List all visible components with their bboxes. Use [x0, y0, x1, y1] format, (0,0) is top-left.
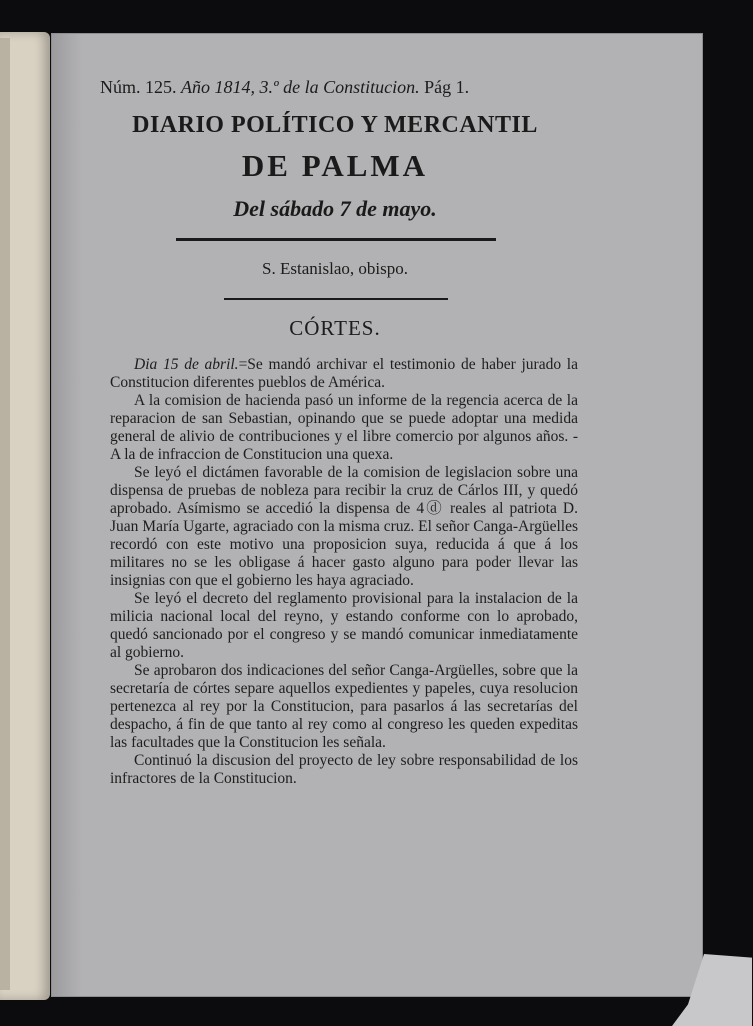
- article-paragraph: [110, 356, 578, 392]
- paragraph-text: Se leyó el dictámen favorable de la comision de legislacion sobre una dispensa de pruebas de nobleza para recibir la cruz de Cárlos III, y quedó aprobado. Asímismo se accedió la dispensa de 4ⓓ reales al patriota D. Juan María Ugarte, agraciado con la misma cruz. El señor Canga-Argüelles recordó con este motivo una proposicion suya, reducida á que á los militares no se les obligase á hacer gasto alguno para poder llevar las insignias con que el gobierno les haya agraciado.: [110, 464, 578, 589]
- masthead-title-line1: DIARIO POLÍTICO Y MERCANTIL: [132, 112, 538, 138]
- paragraph-lead: Dia 15 de abril.: [134, 356, 239, 373]
- paragraph-text: A la comision de hacienda pasó un informe de la regencia acerca de la reparacion de san Sebastian, opinando que se puede adoptar una medida general de alivio de contribuciones y el libre comercio por algunos años. - A la de infraccion de Constitucion una quexa.: [110, 392, 578, 463]
- paragraph-text: Continuó la discusion del proyecto de ley sobre responsabilidad de los infractores de la Constitucion.: [110, 752, 578, 787]
- article-body: [110, 356, 578, 788]
- issue-year: Año 1814, 3.º: [181, 77, 279, 97]
- issue-page: Pág 1.: [424, 77, 470, 97]
- issue-date: Del sábado 7 de mayo.: [233, 196, 437, 221]
- issue-number: Núm. 125.: [100, 77, 177, 97]
- left-page-strip: [0, 38, 10, 990]
- article-paragraph: [110, 590, 578, 662]
- paragraph-text: Se aprobaron dos indicaciones del señor Canga-Argüelles, sobre que la secretaría de córtes separe aquellos expedientes y papeles, cuya resolucion pertenezca al rey por la Constitucion, para pasarlos á las secretarías del despacho, á fin de que tanto al rey como al congreso les queden expeditas las facultades que la Constitucion les señala.: [110, 662, 578, 751]
- article-paragraph: [110, 662, 578, 752]
- saint-rule: [224, 298, 448, 300]
- torn-corner: [672, 954, 752, 1026]
- article-paragraph: [110, 392, 578, 464]
- paragraph-text: =Se mandó archivar el testimonio de haber jurado la Constitucion diferentes pueblos de América.: [110, 356, 578, 391]
- issue-header: [100, 77, 560, 98]
- page-gutter-shadow: [52, 34, 82, 996]
- saint-of-the-day: S. Estanislao, obispo.: [262, 259, 408, 278]
- masthead-title-line2: DE PALMA: [241, 148, 429, 183]
- section-title: CÓRTES.: [289, 316, 381, 340]
- article-paragraph: [110, 752, 578, 788]
- masthead-rule: [176, 238, 496, 241]
- issue-constitution: de la Constitucion.: [283, 77, 420, 97]
- article-paragraph: [110, 464, 578, 590]
- paragraph-text: Se leyó el decreto del reglamento provisional para la instalacion de la milicia nacional local del reyno, y estando conforme con lo aprobado, quedó sancionado por el congreso y se mandó comunicar inmediatamente al gobierno.: [110, 590, 578, 661]
